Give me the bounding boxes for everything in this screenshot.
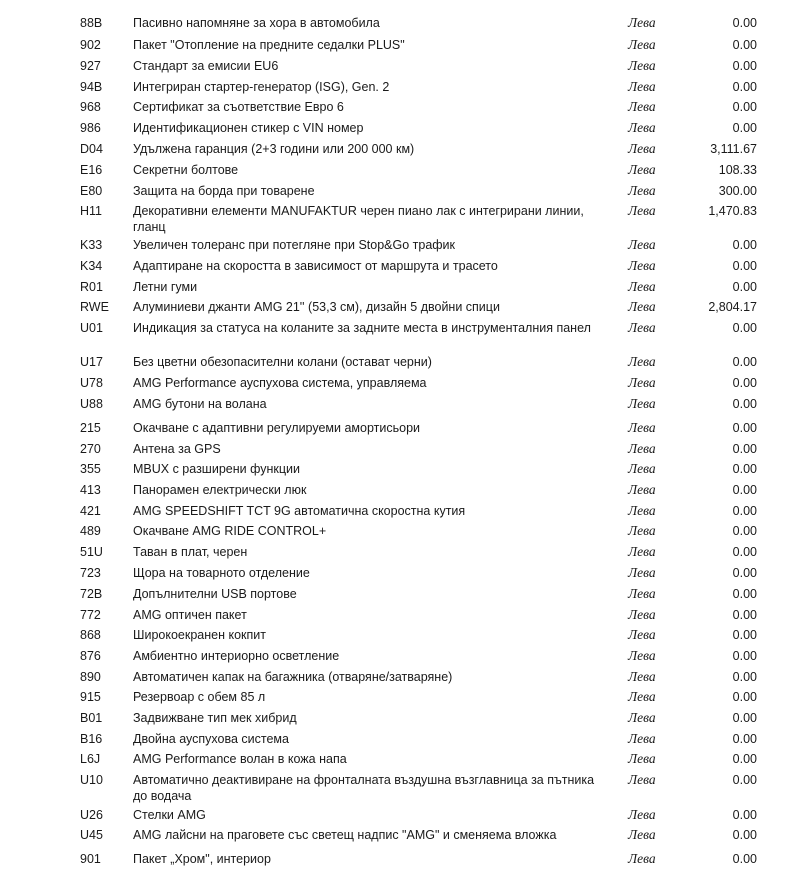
- option-description: Удължена гаранция (2+3 години или 200 000 км): [133, 142, 415, 156]
- option-price: 0.00: [732, 442, 757, 456]
- option-code: RWE: [80, 300, 109, 314]
- option-code: E16: [80, 163, 103, 177]
- option-price: 0.00: [732, 545, 757, 559]
- option-price: 0.00: [732, 752, 757, 766]
- option-price: 0.00: [732, 80, 757, 94]
- currency-label: Лева: [628, 441, 656, 456]
- currency-label: Лева: [628, 751, 656, 766]
- currency-label: Лева: [628, 79, 656, 94]
- option-code: 72B: [80, 587, 103, 601]
- currency-label: Лева: [628, 237, 656, 252]
- currency-label: Лева: [628, 354, 656, 369]
- option-code: 890: [80, 670, 101, 684]
- option-code: 986: [80, 121, 101, 135]
- option-price: 0.00: [732, 59, 757, 73]
- currency-label: Лева: [628, 396, 656, 411]
- option-description: Допълнителни USB портове: [133, 587, 297, 601]
- option-description: Пакет „Хром", интериор: [133, 852, 271, 866]
- currency-label: Лева: [628, 183, 656, 198]
- option-price: 300.00: [718, 184, 757, 198]
- option-code: 88B: [80, 16, 103, 30]
- option-code: 876: [80, 649, 101, 663]
- option-code: L6J: [80, 752, 101, 766]
- currency-label: Лева: [628, 461, 656, 476]
- option-description: Индикация за статуса на коланите за задните места в инструменталния панел: [133, 321, 591, 335]
- option-code: 902: [80, 38, 101, 52]
- option-description: Декоративни елементи MANUFAKTUR черен пиано лак с интегрирани линии, гланц: [133, 204, 584, 234]
- option-price: 0.00: [732, 38, 757, 52]
- currency-label: Лева: [628, 279, 656, 294]
- option-price: 0.00: [732, 280, 757, 294]
- option-price: 0.00: [732, 421, 757, 435]
- option-description: Пакет "Отопление на предните седалки PLUS": [133, 38, 405, 52]
- option-code: E80: [80, 184, 103, 198]
- option-code: U26: [80, 808, 103, 822]
- option-price: 0.00: [732, 808, 757, 822]
- option-price: 0.00: [732, 649, 757, 663]
- currency-label: Лева: [628, 689, 656, 704]
- currency-label: Лева: [628, 375, 656, 390]
- option-code: K34: [80, 259, 103, 273]
- currency-label: Лева: [628, 523, 656, 538]
- option-description: Амбиентно интериорно осветление: [133, 649, 340, 663]
- option-code: U17: [80, 355, 103, 369]
- option-description: Секретни болтове: [133, 163, 239, 177]
- option-price: 0.00: [732, 321, 757, 335]
- currency-label: Лева: [628, 58, 656, 73]
- option-description: Окачване с адаптивни регулируеми амортисьори: [133, 421, 420, 435]
- currency-label: Лева: [628, 320, 656, 335]
- option-description: Интегриран стартер-генератор (ISG), Gen. 2: [133, 80, 390, 94]
- option-description: Пасивно напомняне за хора в автомобила: [133, 16, 380, 30]
- option-code: R01: [80, 280, 103, 294]
- option-description: Антена за GPS: [133, 442, 221, 456]
- option-price: 0.00: [732, 397, 757, 411]
- option-description: Автоматично деактивиране на фронталната въздушна възглавница за пътника до водача: [133, 773, 595, 803]
- option-description: AMG бутони на волана: [133, 397, 267, 411]
- option-description: Увеличен толеранс при потегляне при Stop&Go трафик: [133, 238, 456, 252]
- option-description: Окачване AMG RIDE CONTROL+: [133, 524, 327, 538]
- option-code: U45: [80, 828, 103, 842]
- option-price: 3,111.67: [710, 142, 757, 156]
- option-code: U01: [80, 321, 103, 335]
- option-price: 0.00: [732, 355, 757, 369]
- option-description: Летни гуми: [133, 280, 198, 294]
- option-price: 108.33: [718, 163, 757, 177]
- currency-label: Лева: [628, 299, 656, 314]
- currency-label: Лева: [628, 15, 656, 30]
- option-price: 0.00: [732, 504, 757, 518]
- option-price: 0.00: [732, 608, 757, 622]
- currency-label: Лева: [628, 807, 656, 822]
- option-description: AMG Performance ауспухова система, управляема: [133, 376, 427, 390]
- option-price: 0.00: [732, 16, 757, 30]
- currency-label: Лева: [628, 607, 656, 622]
- option-description: Таван в плат, черен: [133, 545, 248, 559]
- option-description: Щора на товарното отделение: [133, 566, 310, 580]
- currency-label: Лева: [628, 565, 656, 580]
- option-description: AMG лайсни на праговете със светещ надпис "AMG" и сменяема вложка: [133, 828, 557, 842]
- option-price: 0.00: [732, 524, 757, 538]
- option-description: AMG Performance волан в кожа напа: [133, 752, 347, 766]
- option-code: U78: [80, 376, 103, 390]
- currency-label: Лева: [628, 851, 656, 866]
- option-code: 421: [80, 504, 101, 518]
- currency-label: Лева: [628, 648, 656, 663]
- option-price: 0.00: [732, 628, 757, 642]
- currency-label: Лева: [628, 503, 656, 518]
- option-description: Двойна ауспухова система: [133, 732, 289, 746]
- currency-label: Лева: [628, 772, 656, 787]
- option-description: MBUX с разширени функции: [133, 462, 300, 476]
- option-code: 51U: [80, 545, 103, 559]
- option-description: Алуминиеви джанти AMG 21'' (53,3 см), дизайн 5 двойни спици: [133, 300, 500, 314]
- option-description: Сертификат за съответствие Евро 6: [133, 100, 344, 114]
- option-description: Идентификационен стикер с VIN номер: [133, 121, 364, 135]
- option-description: Автоматичен капак на багажника (отваряне/затваряне): [133, 670, 453, 684]
- option-code: 927: [80, 59, 101, 73]
- option-price: 0.00: [732, 711, 757, 725]
- option-price: 0.00: [732, 566, 757, 580]
- currency-label: Лева: [628, 162, 656, 177]
- option-code: D04: [80, 142, 103, 156]
- option-code: 94B: [80, 80, 103, 94]
- option-price: 0.00: [732, 732, 757, 746]
- option-code: 868: [80, 628, 101, 642]
- option-description: Стелки AMG: [133, 808, 206, 822]
- option-code: B16: [80, 732, 103, 746]
- option-code: 901: [80, 852, 101, 866]
- option-code: 968: [80, 100, 101, 114]
- currency-label: Лева: [628, 669, 656, 684]
- option-code: 270: [80, 442, 101, 456]
- option-code: H11: [80, 204, 103, 218]
- currency-label: Лева: [628, 420, 656, 435]
- option-price: 0.00: [732, 587, 757, 601]
- option-code: K33: [80, 238, 103, 252]
- option-description: Панорамен електрически люк: [133, 483, 307, 497]
- option-price: 2,804.17: [708, 300, 757, 314]
- option-description: Задвижване тип мек хибрид: [133, 711, 297, 725]
- option-code: 723: [80, 566, 101, 580]
- option-price: 0.00: [732, 852, 757, 866]
- option-price: 0.00: [732, 376, 757, 390]
- option-price: 1,470.83: [708, 204, 757, 218]
- option-price: 0.00: [732, 828, 757, 842]
- option-description: AMG SPEEDSHIFT TCT 9G автоматична скоростна кутия: [133, 504, 466, 518]
- option-price: 0.00: [732, 100, 757, 114]
- option-description: Адаптиране на скоростта в зависимост от маршрута и трасето: [133, 259, 498, 273]
- option-price: 0.00: [732, 259, 757, 273]
- option-description: Стандарт за емисии EU6: [133, 59, 279, 73]
- option-code: 355: [80, 462, 101, 476]
- option-code: 215: [80, 421, 101, 435]
- option-description: AMG оптичен пакет: [133, 608, 247, 622]
- option-price: 0.00: [732, 462, 757, 476]
- currency-label: Лева: [628, 141, 656, 156]
- option-description: Защита на борда при товарене: [133, 184, 315, 198]
- option-code: U88: [80, 397, 103, 411]
- currency-label: Лева: [628, 99, 656, 114]
- option-description: Без цветни обезопасителни колани (остават черни): [133, 355, 432, 369]
- option-price: 0.00: [732, 483, 757, 497]
- currency-label: Лева: [628, 731, 656, 746]
- currency-label: Лева: [628, 586, 656, 601]
- currency-label: Лева: [628, 482, 656, 497]
- currency-label: Лева: [628, 120, 656, 135]
- option-price: 0.00: [732, 670, 757, 684]
- currency-label: Лева: [628, 827, 656, 842]
- currency-label: Лева: [628, 710, 656, 725]
- option-code: 413: [80, 483, 101, 497]
- option-code: 772: [80, 608, 101, 622]
- option-code: U10: [80, 773, 103, 787]
- option-description: Широкоекранен кокпит: [133, 628, 266, 642]
- option-price: 0.00: [732, 773, 757, 787]
- currency-label: Лева: [628, 203, 656, 218]
- currency-label: Лева: [628, 37, 656, 52]
- option-description: Резервоар с обем 85 л: [133, 690, 266, 704]
- option-code: 915: [80, 690, 101, 704]
- option-price: 0.00: [732, 121, 757, 135]
- currency-label: Лева: [628, 258, 656, 273]
- option-code: 489: [80, 524, 101, 538]
- option-price: 0.00: [732, 238, 757, 252]
- option-code: B01: [80, 711, 103, 725]
- currency-label: Лева: [628, 544, 656, 559]
- currency-label: Лева: [628, 627, 656, 642]
- option-price: 0.00: [732, 690, 757, 704]
